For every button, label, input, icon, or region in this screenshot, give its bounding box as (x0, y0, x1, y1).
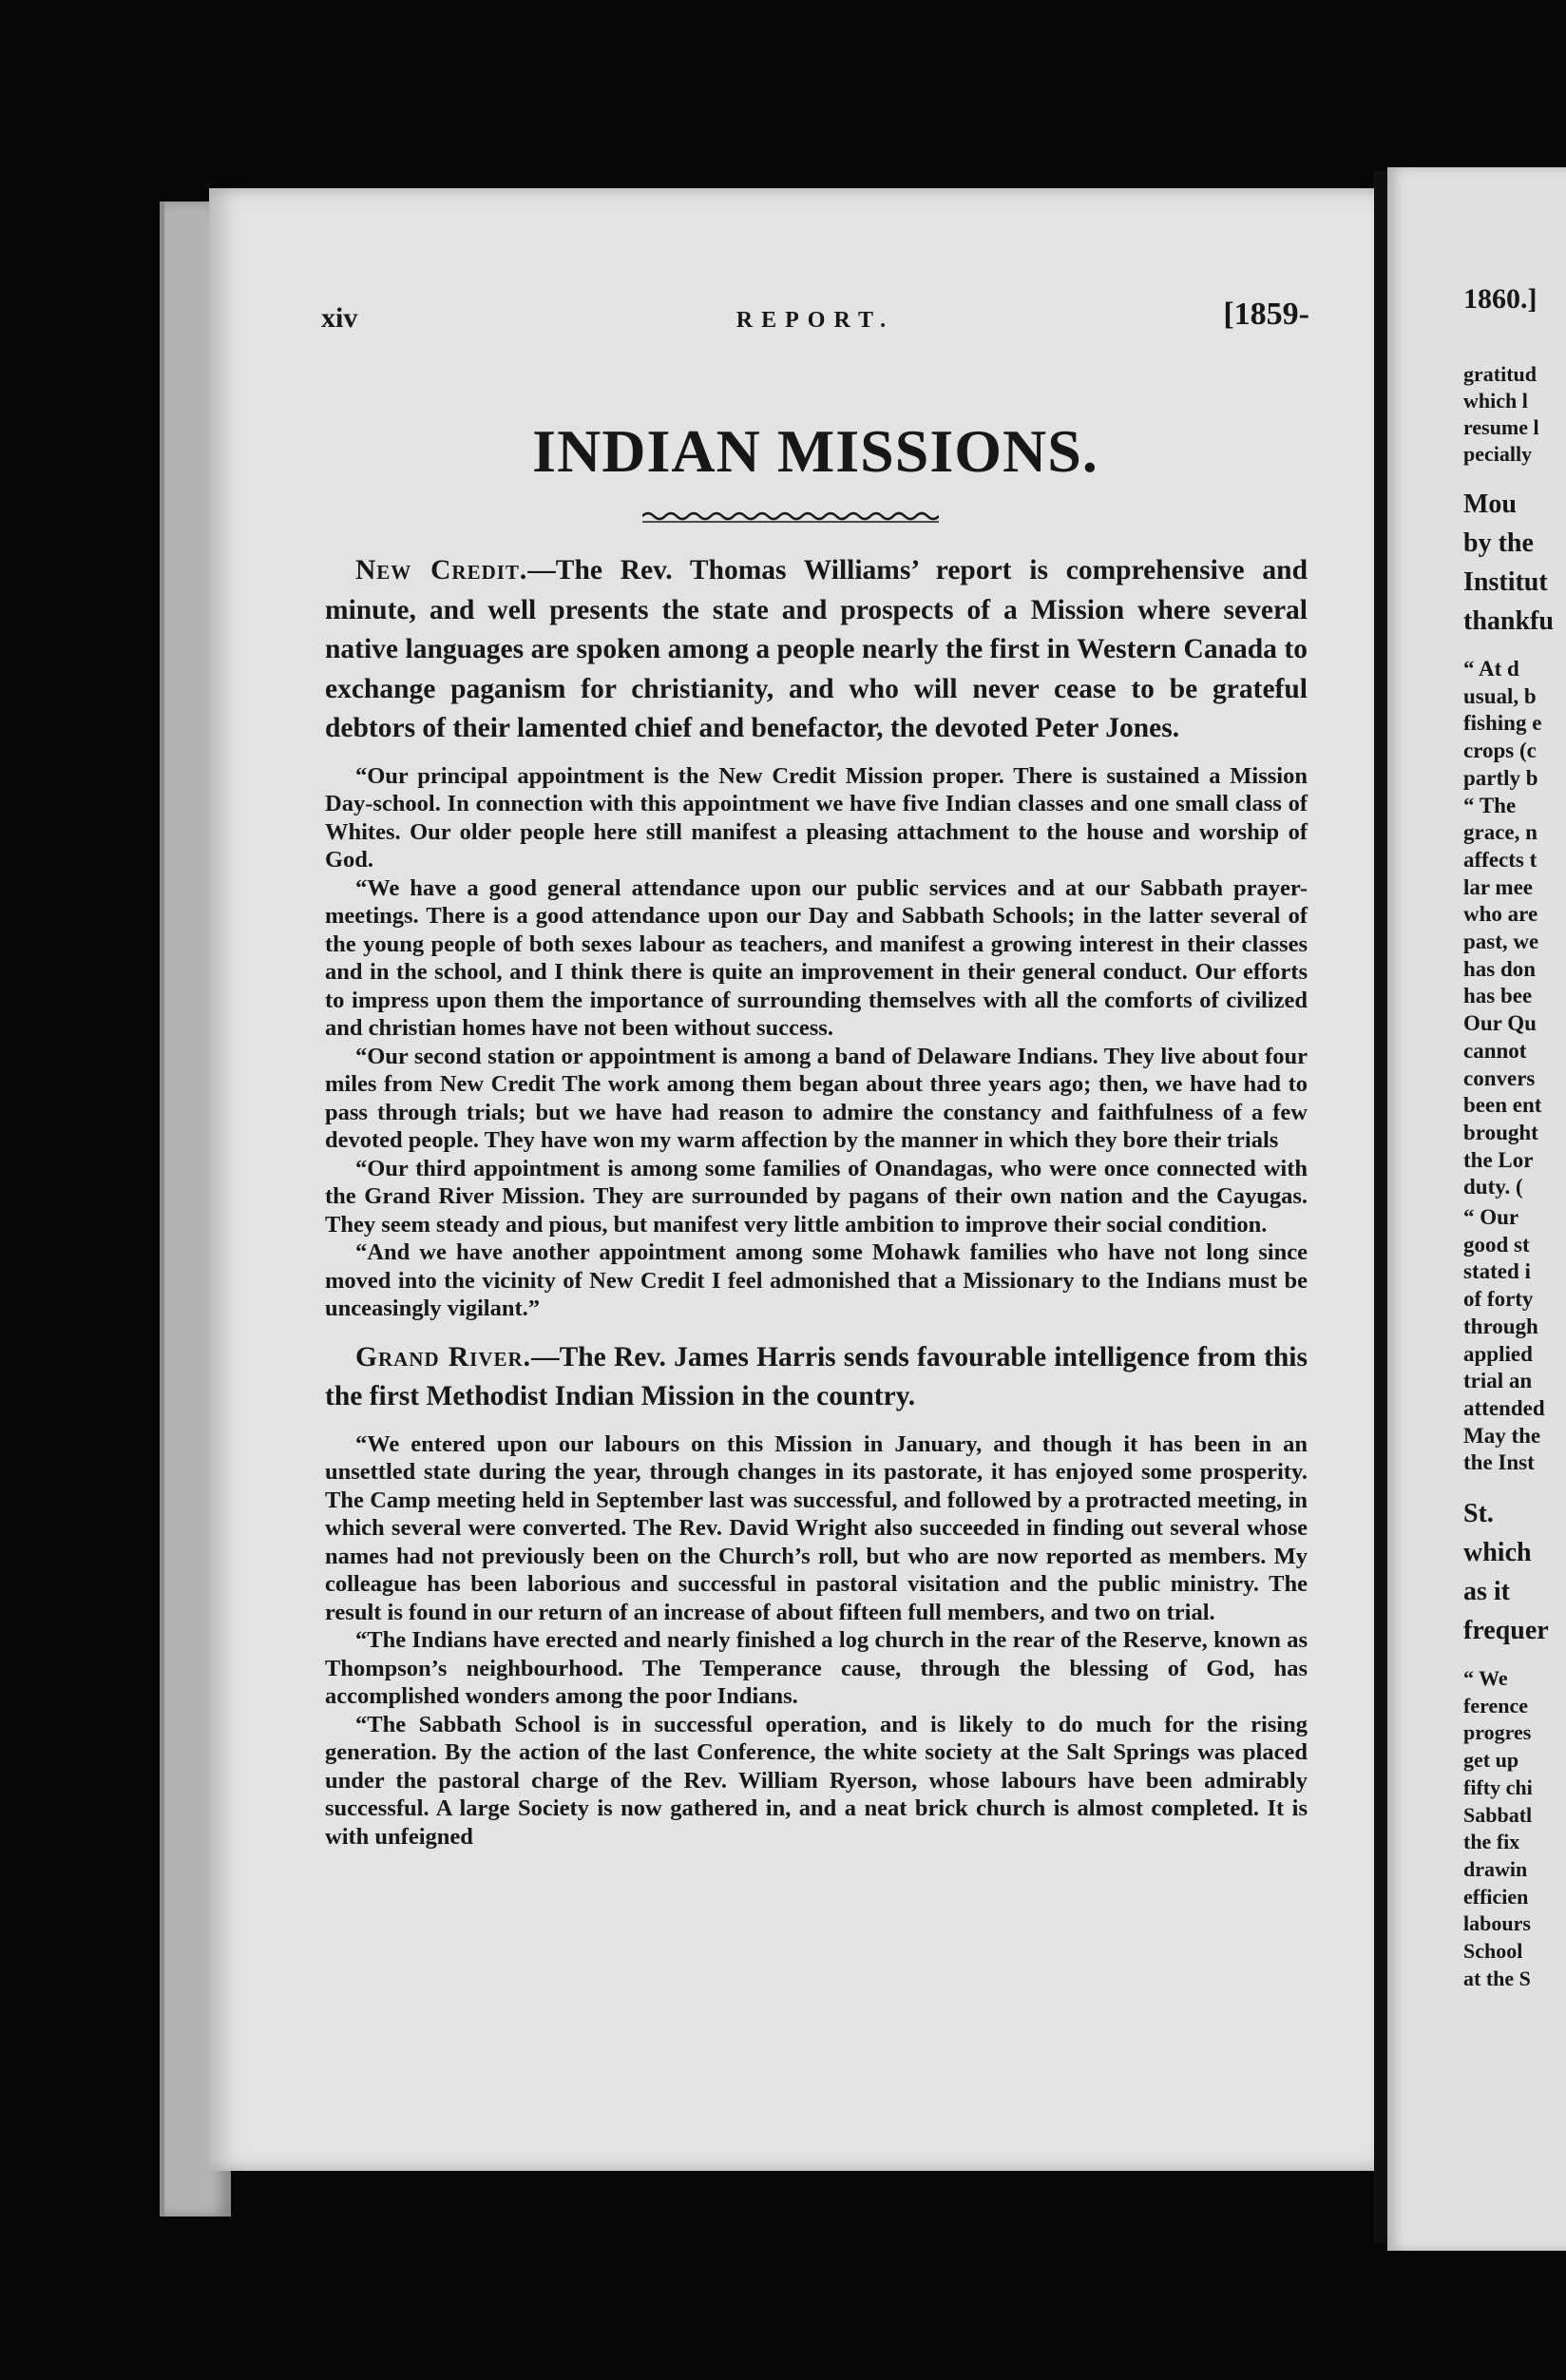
quote-paragraph: “We have a good general attendance upon our public services and at our Sabbath prayer-meetings. There is a good attendance upon our Day and Sabbath Schools; in the latter several of the young people of both sexes labour as teachers, and manifest a growing interest in their classes and in the school, and I think there is quite an improvement in their general conduct. Our efforts to impress upon them the importance of surrounding themselves with all the comforts of civilized and christian homes have not been without success. (325, 874, 1308, 1041)
facing-page-line: get up (1463, 1748, 1519, 1773)
facing-page-line: frequer (1463, 1616, 1549, 1645)
facing-page-line: resume l (1463, 415, 1539, 439)
facing-page-line: applied (1463, 1341, 1533, 1366)
facing-page-header: 1860.] (1463, 283, 1537, 315)
facing-page-line: which l (1463, 389, 1528, 413)
running-head (321, 297, 1309, 340)
facing-page-line: Our Qu (1463, 1011, 1537, 1036)
facing-page-line: pecially (1463, 442, 1533, 466)
facing-page-line: through (1463, 1314, 1538, 1338)
quote-paragraph: “We entered upon our labours on this Mission in January, and though it has been in an unsettled state during the year, through changes in its pastorate, it has enjoyed some prosperity. The Camp meeting held in September last was successful, and followed by a protracted meeting, in which several were converted. The Rev. David Wright also succeeded in finding out several whose names had not previously been on the Church’s roll, but who are now reported as members. My colleague has been laborious and successful in pastoral visitation and the public ministry. The result is found in our return of an increase of about fifteen full members, and two on trial. (325, 1430, 1308, 1625)
facing-page-line: “ We (1463, 1666, 1508, 1690)
running-year: [1859- (1223, 297, 1309, 332)
section-new-credit-lead (325, 551, 1308, 749)
facing-page-line: thankfu (1463, 606, 1554, 636)
facing-page-line: past, we (1463, 930, 1539, 954)
facing-page-line: lar mee (1463, 874, 1534, 899)
facing-page-line: progres (1463, 1720, 1532, 1745)
facing-page-line: by the (1463, 528, 1534, 558)
quote-paragraph: “Our second station or appointment is among a band of Delaware Indians. They live about four miles from New Credit The work among them began about three years ago; then, we have had to pass through trials; but we have had reason to admire the constancy and faithfulness of a few devoted people. They have won my warm affection by the manner in which they bore their trials (325, 1043, 1308, 1153)
facing-page-line: fishing e (1463, 711, 1542, 736)
facing-page-line: the Inst (1463, 1450, 1535, 1475)
facing-page-line: trial an (1463, 1369, 1533, 1393)
quote-paragraph: “Our principal appointment is the New Credit Mission proper. There is sustained a Mission Day-school. In connection with this appointment we have five Indian classes and one small class of Whites. Our older people here still manifest a pleasing attachment to the house and worship of God. (325, 762, 1308, 873)
facing-page-line: gratitud (1463, 362, 1537, 386)
facing-page-line: May the (1463, 1423, 1541, 1448)
facing-page-line: duty. ( (1463, 1175, 1523, 1200)
facing-page-block-1 (1463, 361, 1566, 468)
facing-page-line: School (1463, 1939, 1523, 1964)
section-gap (325, 1323, 1308, 1338)
section-heading-grand-river: Grand River. (355, 1341, 532, 1372)
facing-page-block-2 (1463, 485, 1566, 641)
facing-page-line: Mou (1463, 489, 1517, 519)
facing-page-line: crops (c (1463, 739, 1537, 763)
facing-page-line: which (1463, 1538, 1532, 1567)
facing-page-line: “ The (1463, 793, 1517, 817)
facing-page-block-3 (1463, 656, 1566, 1201)
facing-page-line: been ent (1463, 1093, 1542, 1118)
page-title: INDIAN MISSIONS. (532, 417, 1098, 485)
facing-page-line: “ Our (1463, 1205, 1519, 1229)
facing-page-line: of forty (1463, 1287, 1534, 1312)
facing-page-line: as it (1463, 1577, 1510, 1606)
facing-page-line: brought (1463, 1120, 1538, 1144)
facing-page-line: labours (1463, 1911, 1531, 1936)
quote-paragraph: “The Sabbath School is in successful operation, and is likely to do much for the rising generation. By the action of the last Conference, the white society at the Salt Springs was placed under the pastoral charge of the Rev. William Ryerson, whose labours have been admirably successful. A large Society is now gathered in, and a neat brick church is almost completed. It is with unfeigned (325, 1711, 1308, 1850)
facing-page-line: the Lor (1463, 1147, 1534, 1172)
facing-page-line: St. (1463, 1499, 1494, 1528)
facing-page-line: has bee (1463, 984, 1533, 1008)
facing-page-line: drawin (1463, 1856, 1528, 1881)
facing-page-line: who are (1463, 902, 1538, 927)
quote-paragraph: “The Indians have erected and nearly finished a log church in the rear of the Reserve, known as Thompson’s neighbourhood. The Temperance cause, through the blessing of God, has accomplished wonders among the poor Indians. (325, 1627, 1308, 1709)
facing-page-line: affects t (1463, 847, 1537, 872)
facing-page-line: partly b (1463, 765, 1538, 790)
facing-page-line: good st (1463, 1232, 1530, 1257)
facing-page-line: Institut (1463, 567, 1548, 597)
quote-paragraph: “And we have another appointment among some Mohawk families who have not long since moved into the vicinity of New Credit I feel admonished that a Missionary to the Indians must be unceasingly vigilant.” (325, 1239, 1308, 1321)
facing-page-line: has don (1463, 956, 1537, 981)
wavy-rule-ornament (642, 509, 939, 524)
quote-paragraph: “Our third appointment is among some families of Onandagas, who were once connected with the Grand River Mission. They are surrounded by pagans of their own nation and the Cayugas. They seem steady and pious, but manifest very little ambition to improve their social condition. (325, 1155, 1308, 1238)
facing-page-line: Sabbatl (1463, 1802, 1533, 1827)
facing-page-line: grace, n (1463, 820, 1537, 845)
facing-page-line: ference (1463, 1693, 1528, 1718)
facing-page-block-5 (1463, 1494, 1566, 1650)
new-credit-lead-text: —The Rev. Thomas Williams’ report is comprehensive and minute, and well presents the state and prospects of a Mission where several native languages are spoken among a people nearly the first in Western Canada to exchange paganism for christianity, and who will never cease to be grateful debtors of their lamented chief and benefactor, the devoted Peter Jones. (325, 555, 1308, 743)
facing-page-block-6 (1463, 1665, 1566, 1992)
facing-page-block-4 (1463, 1204, 1566, 1477)
section-heading-new-credit: New Credit. (355, 555, 528, 585)
facing-page-line: usual, b (1463, 683, 1537, 708)
page-number: xiv (321, 302, 358, 334)
facing-page-line: stated i (1463, 1259, 1531, 1284)
facing-page-line: fifty chi (1463, 1775, 1533, 1799)
facing-page-line: at the S (1463, 1966, 1531, 1990)
facing-page-line: “ At d (1463, 657, 1519, 681)
facing-page-line: efficien (1463, 1884, 1529, 1909)
running-title: REPORT. (735, 308, 895, 333)
facing-page-line: convers (1463, 1065, 1536, 1090)
facing-page-line: cannot (1463, 1038, 1527, 1063)
facing-page-line: attended (1463, 1395, 1545, 1420)
grand-river-lead-text: —The Rev. James Harris sends favourable intelligence from this the first Methodist Indian Mission in the country. (325, 1341, 1308, 1411)
article-body (325, 551, 1308, 1851)
section-grand-river-lead (325, 1338, 1308, 1417)
facing-page-line: the fix (1463, 1830, 1520, 1854)
